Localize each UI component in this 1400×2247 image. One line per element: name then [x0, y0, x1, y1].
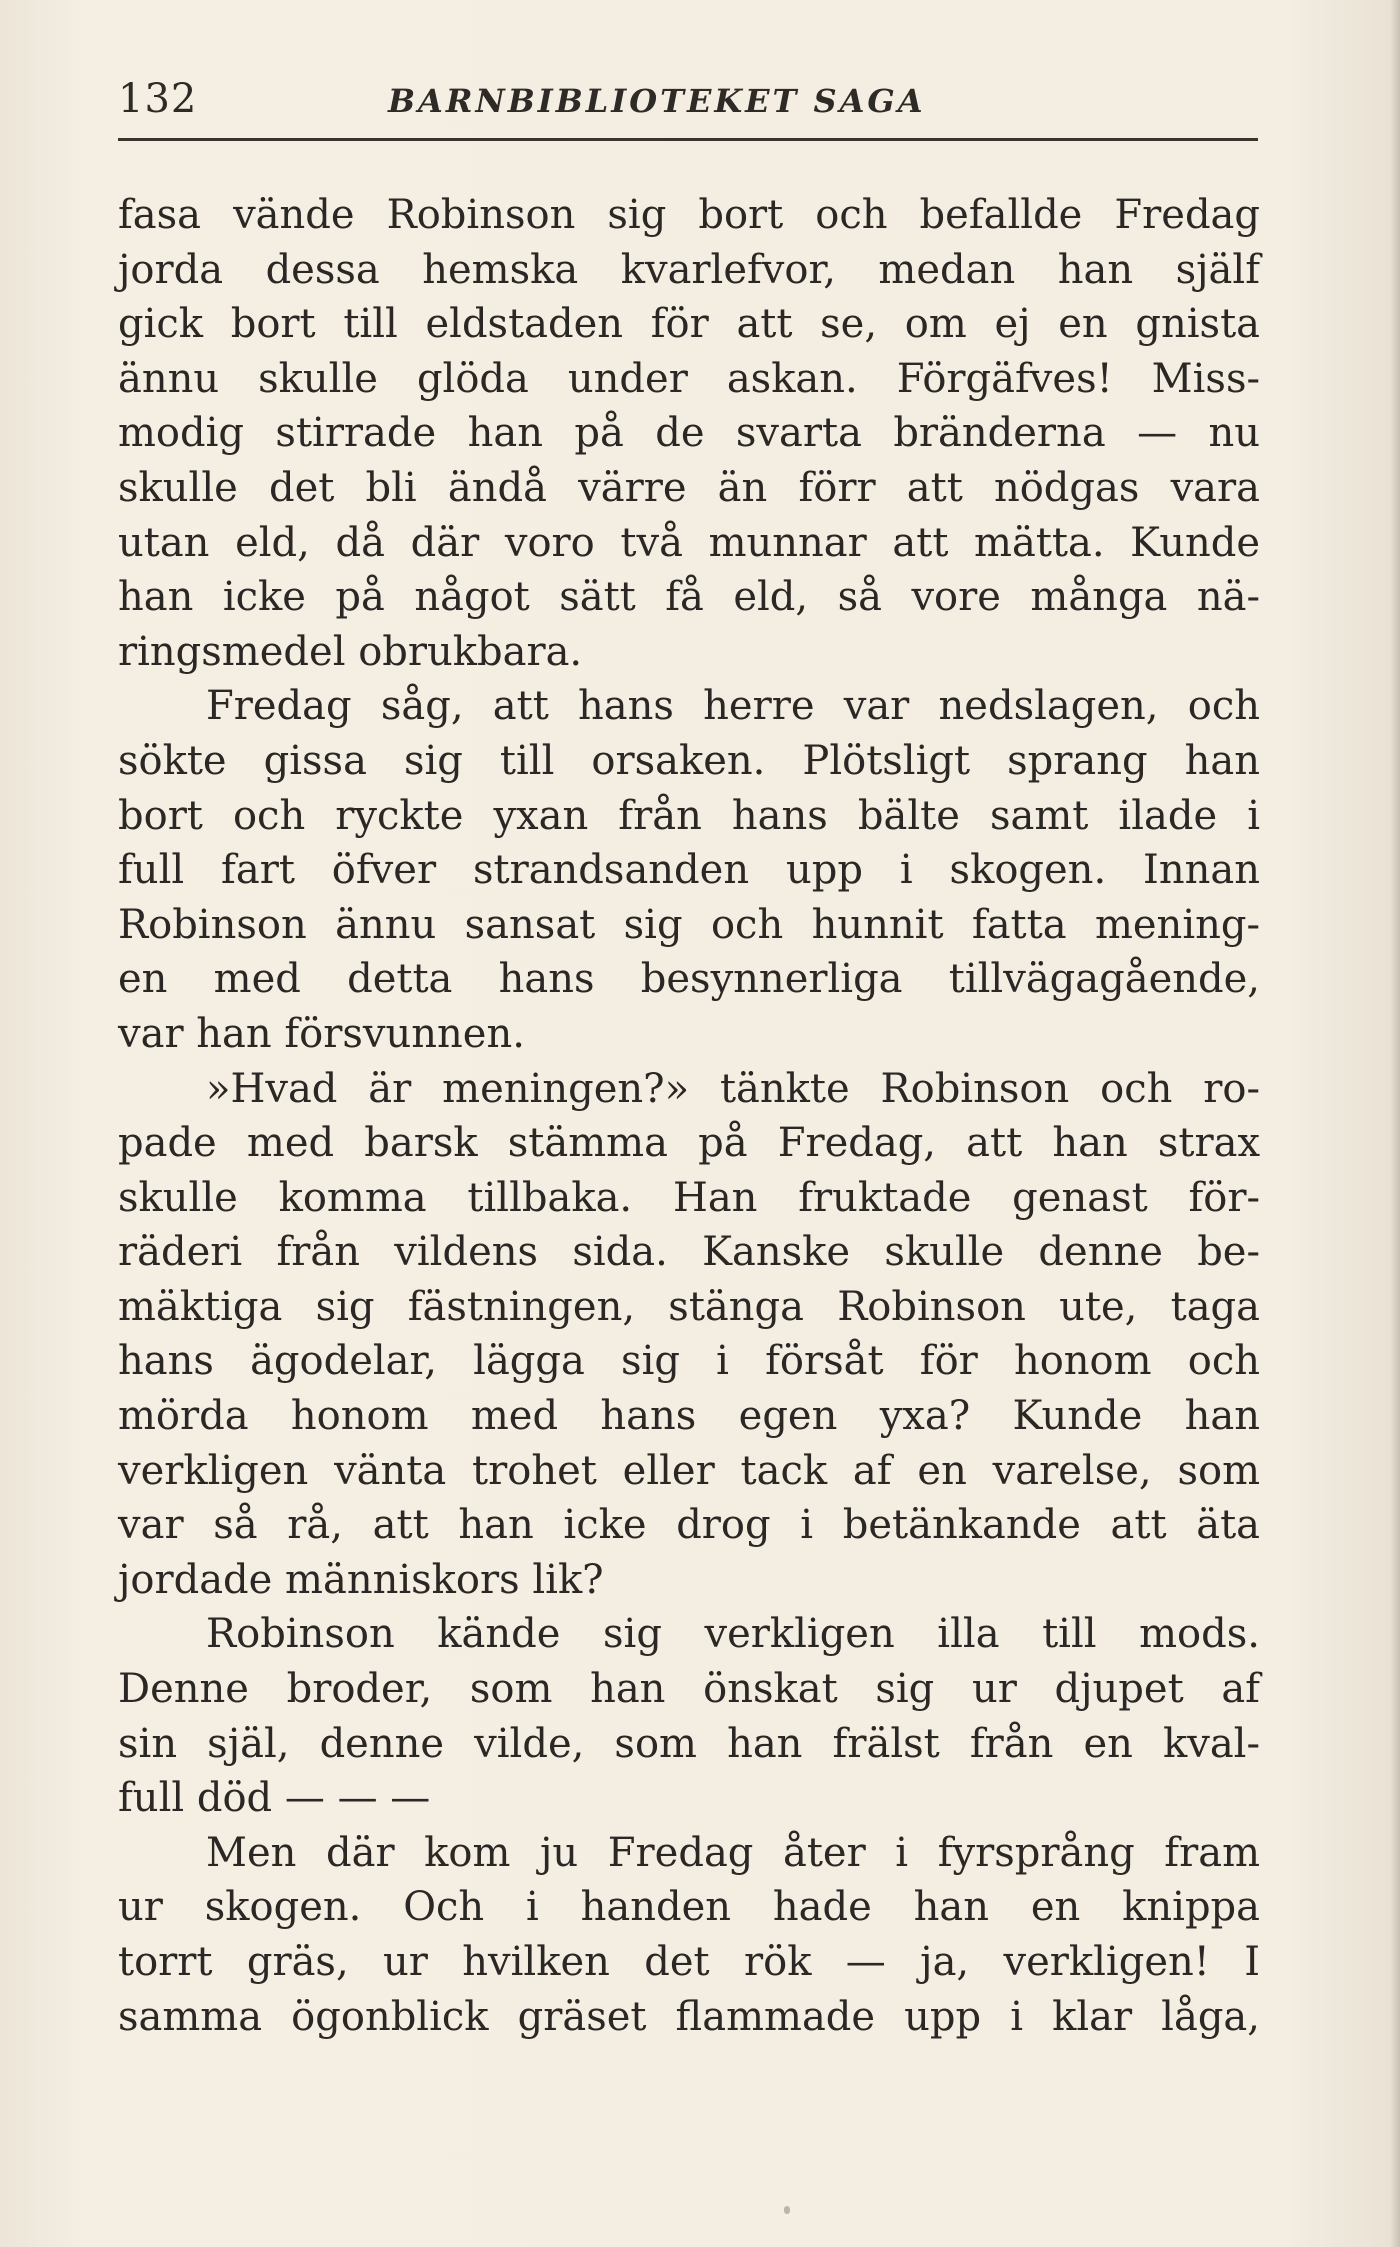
- text-line: Denne broder, som han önskat sig ur djupet af: [118, 1666, 1260, 1713]
- text-line: han icke på något sätt få eld, så vore många nä-: [118, 574, 1260, 621]
- text-line: räderi från vildens sida. Kanske skulle denne be-: [118, 1229, 1260, 1276]
- text-line: full död — — —: [118, 1775, 431, 1822]
- text-line: »Hvad är meningen?» tänkte Robinson och ro-: [206, 1065, 1260, 1112]
- text-line: fasa vände Robinson sig bort och befallde Fredag: [118, 192, 1260, 238]
- text-line: mäktiga sig fästningen, stänga Robinson ute, taga: [118, 1283, 1260, 1330]
- text-line: bort och ryckte yxan från hans bälte samt ilade i: [118, 792, 1260, 839]
- text-line: utan eld, då där voro två munnar att mätta. Kunde: [118, 519, 1260, 566]
- text-line: full fart öfver strandsanden upp i skogen. Innan: [118, 847, 1260, 894]
- text-line: Robinson ännu sansat sig och hunnit fatta mening-: [118, 901, 1260, 948]
- text-line: samma ögonblick gräset flammade upp i klar låga,: [118, 1993, 1260, 2040]
- text-line: gick bort till eldstaden för att se, om ej en gnista: [118, 301, 1260, 348]
- text-line: skulle det bli ändå värre än förr att nödgas vara: [118, 464, 1260, 511]
- text-line: Fredag såg, att hans herre var nedslagen, och: [206, 683, 1260, 730]
- text-line: Robinson kände sig verkligen illa till mods.: [206, 1611, 1260, 1658]
- text-line: modig stirrade han på de svarta bränderna — nu: [118, 410, 1260, 457]
- text-line: var han försvunnen.: [118, 1010, 525, 1057]
- body-text: [118, 188, 1260, 2044]
- text-line: jordade människors lik?: [118, 1556, 604, 1603]
- text-line: torrt gräs, ur hvilken det rök — ja, verkligen! I: [118, 1939, 1260, 1985]
- text-line: ringsmedel obrukbara.: [118, 628, 583, 675]
- text-line: jorda dessa hemska kvarlefvor, medan han själf: [118, 246, 1260, 293]
- page-header: [118, 70, 1258, 130]
- text-line: pade med barsk stämma på Fredag, att han strax: [118, 1120, 1260, 1167]
- text-line: ännu skulle glöda under askan. Förgäfves! Miss-: [118, 355, 1260, 402]
- text-line: skulle komma tillbaka. Han fruktade genast för-: [118, 1174, 1260, 1221]
- text-line: Men där kom ju Fredag åter i fyrsprång fram: [206, 1829, 1260, 1876]
- text-line: sin själ, denne vilde, som han frälst från en kval-: [118, 1720, 1260, 1767]
- page-edge-shadow: [1390, 0, 1400, 2247]
- text-line: en med detta hans besynnerliga tillvägagående,: [118, 956, 1260, 1003]
- header-rule: [118, 138, 1258, 141]
- text-line: sökte gissa sig till orsaken. Plötsligt sprang han: [118, 737, 1260, 784]
- text-line: hans ägodelar, lägga sig i försåt för honom och: [118, 1338, 1260, 1385]
- text-line: ur skogen. Och i handen hade han en knippa: [118, 1884, 1260, 1931]
- text-line: var så rå, att han icke drog i betänkande att äta: [118, 1502, 1260, 1549]
- text-line: verkligen vänta trohet eller tack af en varelse, som: [118, 1447, 1260, 1494]
- page-number: 132: [118, 76, 198, 122]
- text-line: mörda honom med hans egen yxa? Kunde han: [118, 1393, 1260, 1440]
- running-head: BARNBIBLIOTEKET SAGA: [388, 82, 926, 120]
- print-speck: [784, 2206, 790, 2214]
